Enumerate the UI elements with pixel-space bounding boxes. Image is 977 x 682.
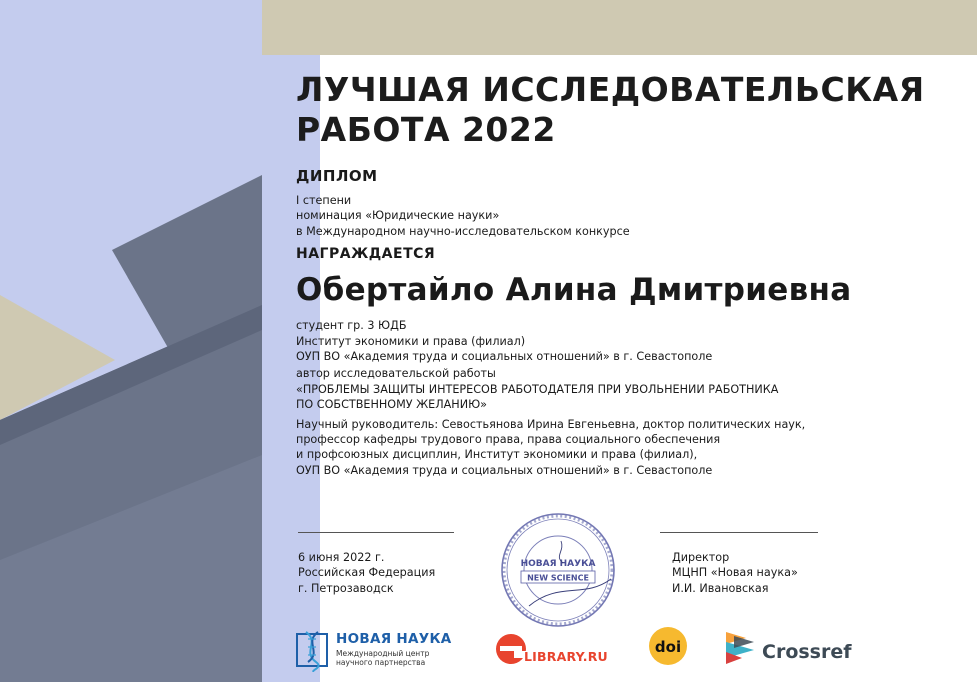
e-letter-icon: [494, 632, 528, 666]
stamp-ribbon-text: NEW SCIENCE: [527, 573, 589, 583]
date-place-block: [298, 550, 435, 596]
degree-block: [296, 193, 956, 239]
stamp-center-text: НОВАЯ НАУКА: [520, 559, 596, 569]
organization: ОУП ВО «Академия труда и социальных отношений» в г. Севастополе: [296, 350, 713, 364]
author-label: автор исследовательской работы: [296, 367, 496, 381]
supervisor-line-2: профессор кафедры трудового права, права социального обеспечения: [296, 433, 721, 447]
left-decorative-art: [0, 0, 320, 682]
novaya-nauka-sub-2: научного партнерства: [336, 658, 426, 667]
title-line-2: РАБОТА 2022: [296, 110, 556, 149]
work-title-line-1: «ПРОБЛЕМЫ ЗАЩИТЫ ИНТЕРЕСОВ РАБОТОДАТЕЛЯ ПРИ УВОЛЬНЕНИИ РАБОТНИКА: [296, 382, 779, 396]
elibrary-logo: [494, 628, 624, 668]
signature-line-right: [660, 532, 818, 533]
partner-logos: [296, 626, 956, 676]
director-name: И.И. Ивановская: [672, 581, 769, 595]
recipient-name: Обертайло Алина Дмитриевна: [296, 272, 852, 309]
official-stamp: [499, 511, 617, 629]
novaya-nauka-logo: [296, 628, 466, 674]
crossref-logo: [724, 628, 854, 668]
institute: Институт экономики и права (филиал): [296, 334, 526, 348]
student-block: [296, 318, 956, 364]
signature-line-left: [298, 532, 454, 533]
crossref-text: Crossref: [762, 641, 852, 663]
top-decorative-band: [262, 0, 977, 55]
nomination-text: номинация «Юридические науки»: [296, 209, 500, 223]
title-line-1: ЛУЧШАЯ ИССЛЕДОВАТЕЛЬСКАЯ: [296, 70, 925, 109]
doi-text: doi: [654, 638, 682, 656]
director-block: [672, 550, 798, 596]
doi-logo: [648, 626, 688, 666]
elibrary-text: LIBRARY.RU: [524, 649, 608, 664]
supervisor-line-4: ОУП ВО «Академия труда и социальных отношений» в г. Севастополе: [296, 463, 713, 477]
director-org: МЦНП «Новая наука»: [672, 566, 798, 580]
dna-helix-icon: [296, 630, 332, 672]
supervisor-line-1: Научный руководитель: Севостьянова Ирина Евгеньевна, доктор политических наук,: [296, 417, 806, 431]
awarded-label: НАГРАЖДАЕТСЯ: [296, 246, 436, 263]
novaya-nauka-title: НОВАЯ НАУКА: [336, 631, 452, 647]
crossref-arrows-icon: [724, 630, 758, 666]
doi-circle-icon: [648, 626, 688, 666]
degree-text: I степени: [296, 194, 352, 207]
page-title: [296, 70, 956, 150]
supervisor-block: [296, 417, 956, 479]
diploma-label: ДИПЛОМ: [296, 167, 378, 185]
award-city: г. Петрозаводск: [298, 581, 394, 595]
supervisor-line-3: и профсоюзных дисциплин, Институт экономики и права (филиал),: [296, 448, 698, 462]
student-group: студент гр. 3 ЮДБ: [296, 319, 407, 333]
contest-text: в Международном научно-исследовательском конкурсе: [296, 224, 630, 238]
award-country: Российская Федерация: [298, 566, 436, 580]
diploma-content: [296, 70, 956, 478]
award-date: 6 июня 2022 г.: [298, 551, 385, 564]
novaya-nauka-subtitle: [336, 649, 429, 667]
novaya-nauka-sub-1: Международный центр: [336, 649, 430, 658]
work-title-line-2: ПО СОБСТВЕННОМУ ЖЕЛАНИЮ»: [296, 398, 488, 412]
author-block: [296, 366, 956, 412]
director-title: Директор: [672, 551, 730, 564]
